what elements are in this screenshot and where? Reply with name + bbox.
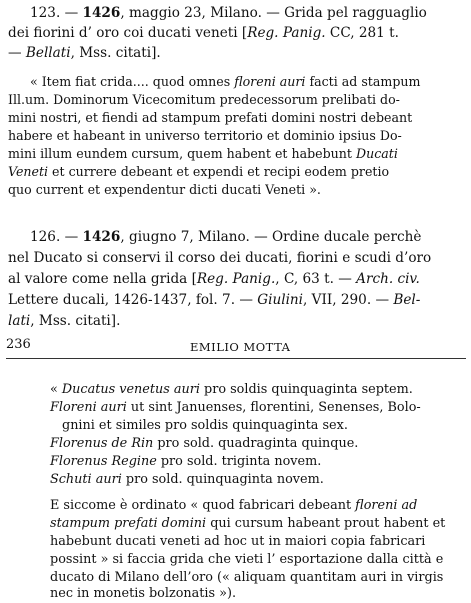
entry-126-line: Lettere ducali, 1426-1437, fol. 7. — Giulini, VII, 290. — Bel- — [8, 292, 421, 308]
coin-list-item: Florenus de Rin pro sold. quadraginta quinque. — [50, 436, 359, 451]
paragraph-line: nec in monetis bolzonatis »). — [50, 586, 237, 601]
coin-list-item: Floreni auri ut sint Januenses, florentini, Senenses, Bolo- — [50, 400, 421, 415]
paragraph-line: possint » si faccia grida che vieti l’ esportazione dalla città e — [50, 552, 444, 567]
entry-126-line: 126. — 1426, giugno 7, Milano. — Ordine ducale perchè — [30, 229, 422, 245]
entry-126-line: nel Ducato si conservi il corso dei ducati, fiorini e scudi d’oro — [8, 250, 432, 266]
coin-list-item: gnini et similes pro soldis quinquaginta sex. — [62, 418, 348, 433]
quote-line: mini nostri, et fiendi ad stampum prefati domini nostri debeant — [8, 110, 413, 125]
quote-line: Ill.um. Dominorum Vicecomitum predecessorum prelibati do- — [8, 92, 400, 107]
paragraph-line: stampum prefati domini qui cursum habeant prout habent et — [50, 516, 446, 531]
paragraph-line: E siccome è ordinato « quod fabricari debeant floreni ad — [50, 498, 418, 513]
entry-126-line: lati, Mss. citati]. — [8, 313, 121, 329]
coin-list-item: Florenus Regine pro sold. triginta novem. — [50, 454, 322, 469]
page-number: 236 — [6, 337, 31, 352]
coin-list-item: « Ducatus venetus auri pro soldis quinquaginta septem. — [50, 382, 413, 397]
entry-123-line: 123. — 1426, maggio 23, Milano. — Grida pel ragguaglio — [30, 5, 427, 21]
entry-126-line: al valore come nella grida [Reg. Panig., C, 63 t. — Arch. civ. — [8, 271, 420, 287]
running-title: EMILIO MOTTA — [190, 340, 291, 354]
paragraph-line: habebunt ducati veneti ad hoc ut in maiori copia fabricari — [50, 534, 426, 549]
entry-123-line: — Bellati, Mss. citati]. — [8, 45, 161, 61]
coin-list-item: Schuti auri pro sold. quinquaginta novem. — [50, 472, 324, 487]
quote-line: mini illum eundem cursum, quem habent et habebunt Ducati — [8, 146, 398, 161]
header-rule — [6, 358, 466, 359]
quote-line: quo current et expendentur dicti ducati Veneti ». — [8, 182, 321, 197]
quote-line: habere et habeant in universo territorio et dominio ipsius Do- — [8, 128, 402, 143]
paragraph-line: ducato di Milano dell’oro (« aliquam quantitam auri in virgis — [50, 570, 444, 585]
entry-123-line: dei fiorini d’ oro coi ducati veneti [Reg. Panig. CC, 281 t. — [8, 25, 399, 41]
quote-line: Veneti et currere debeant et expendi et recipi eodem pretio — [8, 164, 390, 179]
quote-line: « Item fiat crida.... quod omnes floreni auri facti ad stampum — [30, 74, 421, 89]
